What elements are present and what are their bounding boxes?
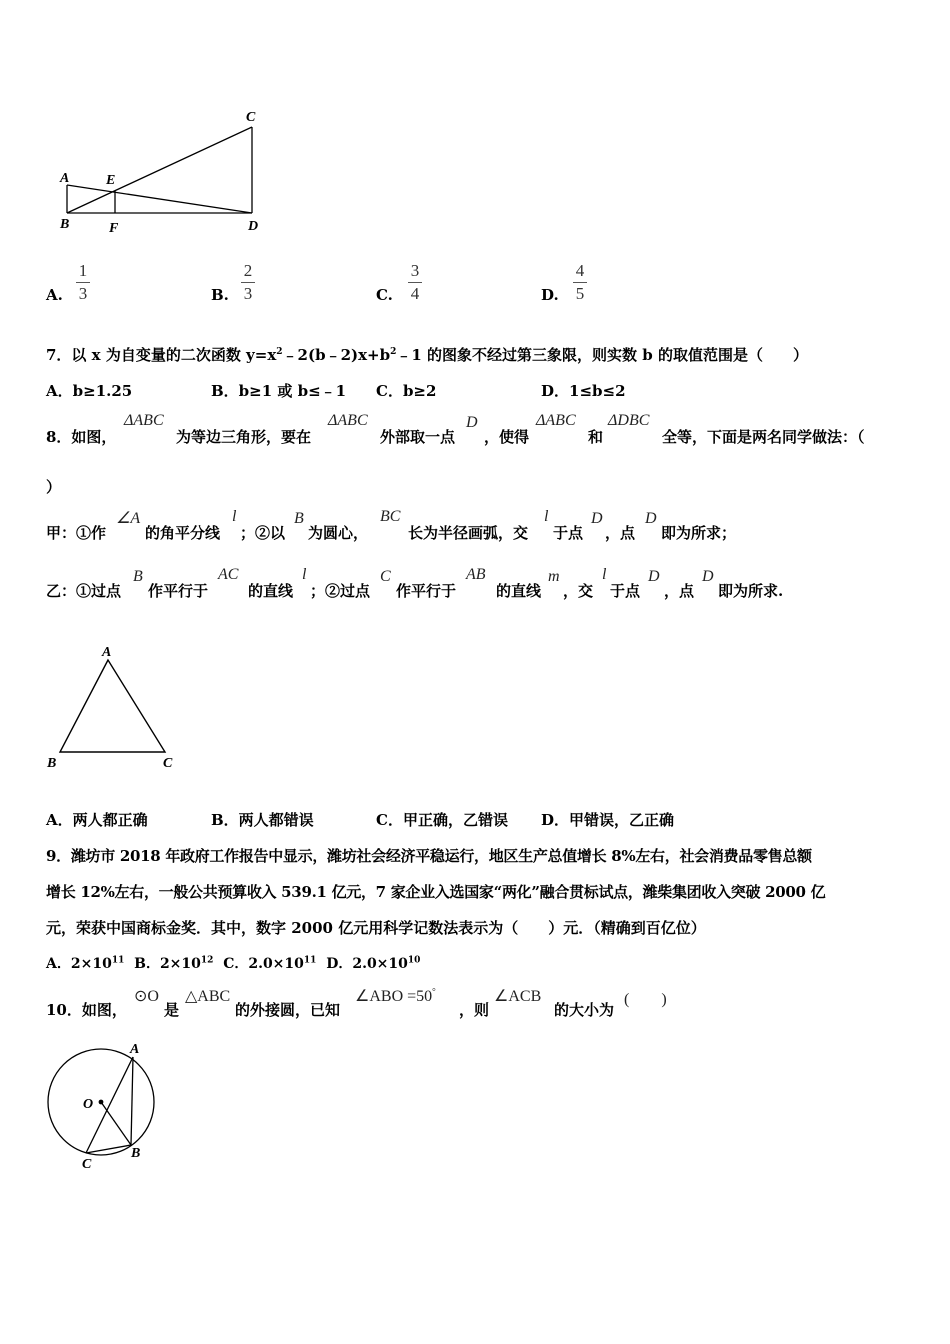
- q9-stem-line2: 增长 12%左右，一般公共预算收入 539.1 亿元，7 家企业入选国家“两化”融合贯标试点，潍柴集团收入突破 2000 亿: [46, 883, 826, 901]
- q8-label-b: B: [47, 756, 57, 771]
- q10-seg-ab: [131, 1057, 133, 1145]
- q8-yi-t7: ，交: [563, 582, 594, 600]
- q8-stem-m4: ΔABC: [536, 412, 576, 429]
- q8-yi-m7: l: [602, 566, 607, 583]
- q6-option-d-den: 5: [575, 284, 585, 303]
- q10-stem-t1: 10．如图，: [46, 1001, 127, 1019]
- q10-stem-m5: ( ): [624, 991, 667, 1008]
- q9-stem-line1: 9．潍坊市 2018 年政府工作报告中显示，潍坊社会经济平稳运行，地区生产总值增长 8%左右，社会消费品零售总额: [46, 847, 812, 865]
- q7-stem-part1: 7．以 x 为自变量的二次函数 y=x: [46, 346, 277, 364]
- q6-option-c-den: 4: [410, 284, 420, 303]
- q6-label-b: B: [60, 217, 70, 232]
- q8-jia-t2: 的角平分线: [145, 524, 221, 542]
- q8-jia-m3: B: [294, 510, 304, 527]
- q6-option-a-num: 1: [78, 261, 88, 280]
- q8-yi-m9: D: [702, 568, 714, 585]
- q8-jia-t8: 即为所求；: [661, 524, 737, 542]
- q6-option-b-num: 2: [243, 261, 253, 280]
- q8-yi-t9: ，点: [664, 582, 695, 600]
- q10-seg-ac: [86, 1057, 133, 1153]
- q6-option-a-fraction: [76, 262, 90, 303]
- q8-yi-m2: AC: [218, 566, 239, 583]
- q8-stem-t5: 和: [588, 428, 604, 446]
- q8-yi-t6: 的直线: [496, 582, 542, 600]
- q8-yi-m8: D: [648, 568, 660, 585]
- q10-stem-m2: △ABC: [185, 988, 231, 1005]
- q10-stem-t3: 的外接圆，已知: [235, 1001, 341, 1019]
- q10-label-a: A: [130, 1042, 140, 1057]
- q6-option-b-den: 3: [243, 284, 253, 303]
- q8-jia-m6: D: [591, 510, 603, 527]
- q8-yi-t4: ；②过点: [310, 582, 371, 600]
- q8-stem-m3: D: [466, 414, 478, 431]
- q10-seg-ob: [101, 1102, 131, 1145]
- q6-option-c-fraction: [408, 262, 422, 303]
- q8-stem-t1: 8．如图，: [46, 428, 117, 446]
- q8-yi-m6: m: [548, 568, 560, 585]
- q6-option-c-letter: C.: [376, 286, 393, 304]
- q8-yi-t5: 作平行于: [396, 582, 457, 600]
- q6-option-d-num: 4: [575, 261, 585, 280]
- q10-seg-cb: [86, 1145, 131, 1153]
- q6-seg-ad: [67, 185, 252, 213]
- q8-label-a: A: [102, 645, 112, 660]
- q9-option-c: C．$2.0\times 10^{11}$: [223, 955, 317, 972]
- q8-jia-m5: l: [544, 508, 549, 525]
- q8-stem-t3: 外部取一点: [380, 428, 456, 446]
- q8-stem-t4: ，使得: [484, 428, 530, 446]
- q8-yi-t3: 的直线: [248, 582, 294, 600]
- q6-label-c: C: [246, 110, 256, 125]
- q8-jia-t7: ，点: [605, 524, 636, 542]
- q8-option-d: D．甲错误，乙正确: [541, 811, 675, 829]
- q6-option-a-letter: A.: [46, 286, 63, 304]
- q8-yi-m5: AB: [466, 566, 486, 583]
- q9-option-d: D．$2.0\times 10^{10}$: [326, 955, 421, 972]
- q10-stem-m1: ⊙O: [134, 988, 159, 1005]
- q6-label-a: A: [60, 171, 70, 186]
- q8-stem-m5: ΔDBC: [608, 412, 650, 429]
- q8-jia-t4: 为圆心，: [308, 524, 369, 542]
- q7-stem-sup2: 2: [390, 347, 397, 357]
- q8-stem-t6: 全等，下面是两名同学做法：（: [662, 428, 865, 446]
- q7-stem-part2: ﹣2(b﹣2)x+b: [282, 346, 391, 364]
- q8-option-c: C．甲正确，乙错误: [376, 811, 508, 829]
- q8-stem-m1: ΔABC: [124, 412, 164, 429]
- q8-option-a: A．两人都正确: [46, 811, 148, 829]
- q8-jia-m4: BC: [380, 508, 401, 525]
- q8-jia-t6: 于点: [553, 524, 584, 542]
- q8-stem-t7: ）: [46, 478, 62, 496]
- q8-jia-m7: D: [645, 510, 657, 527]
- q10-stem-m3: ∠ABO =50°: [355, 986, 436, 1005]
- q7-option-d: D．1≤b≤2: [541, 382, 626, 400]
- q9-option-a: A．$2\times 10^{11}$: [46, 955, 125, 972]
- q7-stem-sup1: 2: [276, 347, 283, 357]
- q8-jia-t3: ；②以: [240, 524, 286, 542]
- q6-label-e: E: [106, 173, 116, 188]
- q10-stem-m4: ∠ACB: [494, 988, 542, 1005]
- q6-option-d-letter: D.: [541, 286, 559, 304]
- q10-center-dot: [99, 1100, 104, 1105]
- q7-stem-part3: ﹣1 的图象不经过第三象限，则实数 b 的取值范围是（ ）: [396, 346, 808, 364]
- q8-yi-m3: l: [302, 566, 307, 583]
- q8-jia-m2: l: [232, 508, 237, 525]
- q9-options: [46, 953, 420, 973]
- q7-option-b: B．b≥1 或 b≤﹣1: [211, 382, 347, 400]
- q6-label-f: F: [109, 221, 119, 236]
- q10-circle: [48, 1049, 154, 1155]
- q8-jia-t1: 甲：①作: [46, 524, 107, 542]
- q8-yi-t1: 乙：①过点: [46, 582, 122, 600]
- q7-option-a: A．b≥1.25: [46, 382, 133, 400]
- q10-stem-t2: 是: [164, 1001, 180, 1019]
- q8-yi-t2: 作平行于: [148, 582, 209, 600]
- q6-option-b-letter: B.: [211, 286, 229, 304]
- q8-yi-m1: B: [133, 568, 143, 585]
- q9-stem-line3: 元，荣获中国商标金奖．其中，数字 2000 亿元用科学记数法表示为（ ）元．（精确到百亿位）: [46, 919, 706, 937]
- q6-label-d: D: [248, 219, 259, 234]
- q10-stem-t4: ，则: [459, 1001, 490, 1019]
- q7-stem: [46, 344, 808, 365]
- q10-label-b: B: [131, 1146, 141, 1161]
- q7-option-c: C．b≥2: [376, 382, 437, 400]
- q6-seg-bc-diag: [67, 127, 252, 213]
- q10-label-o: O: [83, 1097, 94, 1112]
- q8-yi-m4: C: [380, 568, 391, 585]
- q8-triangle: [60, 660, 165, 752]
- q8-stem-m2: ΔABC: [328, 412, 368, 429]
- q8-stem-t2: 为等边三角形，要在: [176, 428, 312, 446]
- q8-label-c: C: [163, 756, 173, 771]
- q6-option-d-fraction: [573, 262, 587, 303]
- q9-option-b: B．$2\times 10^{12}$: [134, 955, 214, 972]
- q8-yi-t8: 于点: [610, 582, 641, 600]
- q8-yi-t10: 即为所求.: [718, 582, 784, 600]
- q10-stem-t5: 的大小为: [554, 1001, 615, 1019]
- q8-jia-t5: 长为半径画弧，交: [408, 524, 529, 542]
- q6-option-b-fraction: [241, 262, 255, 303]
- q8-jia-m1: ∠A: [116, 510, 141, 527]
- q8-option-b: B．两人都错误: [211, 811, 314, 829]
- q6-option-a-den: 3: [78, 284, 88, 303]
- q6-option-c-num: 3: [410, 261, 420, 280]
- q10-label-c: C: [82, 1157, 92, 1172]
